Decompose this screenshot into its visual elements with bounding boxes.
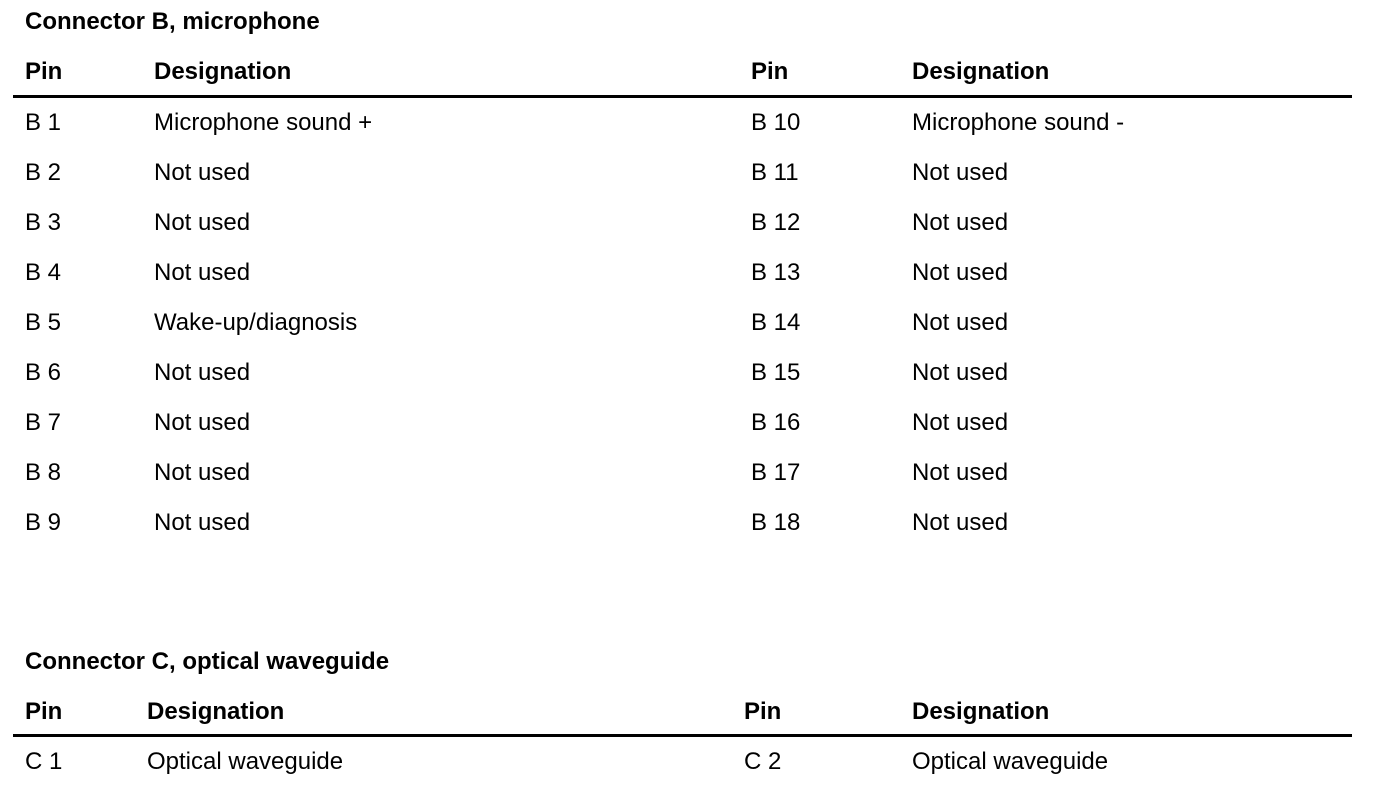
header-pin-right: Pin bbox=[744, 698, 782, 725]
designation-cell: Not used bbox=[912, 209, 1009, 236]
pin-cell: B 16 bbox=[751, 409, 801, 436]
header-designation-right: Designation bbox=[912, 58, 1050, 85]
pin-cell: B 6 bbox=[25, 359, 62, 386]
pin-cell: B 8 bbox=[25, 459, 62, 486]
pin-cell: C 2 bbox=[744, 748, 782, 775]
pin-cell: B 13 bbox=[751, 259, 801, 286]
pin-cell: C 1 bbox=[25, 748, 63, 775]
pin-cell: B 2 bbox=[25, 159, 62, 186]
header-pin-right: Pin bbox=[751, 58, 789, 85]
pin-cell: B 3 bbox=[25, 209, 62, 236]
pin-cell: B 11 bbox=[751, 159, 799, 186]
designation-cell: Not used bbox=[912, 309, 1009, 336]
designation-cell: Not used bbox=[154, 359, 251, 386]
header-pin-left: Pin bbox=[25, 58, 63, 85]
designation-cell: Optical waveguide bbox=[147, 748, 344, 775]
designation-cell: Not used bbox=[154, 259, 251, 286]
designation-cell: Not used bbox=[912, 409, 1009, 436]
designation-cell: Not used bbox=[912, 359, 1009, 386]
pin-cell: B 9 bbox=[25, 509, 62, 536]
pin-cell: B 4 bbox=[25, 259, 62, 286]
pin-cell: B 14 bbox=[751, 309, 801, 336]
designation-cell: Microphone sound + bbox=[154, 109, 373, 136]
pin-cell: B 10 bbox=[751, 109, 801, 136]
header-designation-right: Designation bbox=[912, 698, 1050, 725]
designation-cell: Wake-up/diagnosis bbox=[154, 309, 358, 336]
pin-cell: B 1 bbox=[25, 109, 62, 136]
pin-cell: B 17 bbox=[751, 459, 801, 486]
header-pin-left: Pin bbox=[25, 698, 63, 725]
designation-cell: Microphone sound - bbox=[912, 109, 1125, 136]
header-rule bbox=[13, 734, 1352, 737]
designation-cell: Not used bbox=[912, 459, 1009, 486]
connector-c-title: Connector C, optical waveguide bbox=[25, 648, 390, 675]
header-designation-left: Designation bbox=[147, 698, 285, 725]
pin-cell: B 7 bbox=[25, 409, 62, 436]
header-designation-left: Designation bbox=[154, 58, 292, 85]
designation-cell: Not used bbox=[912, 159, 1009, 186]
designation-cell: Not used bbox=[912, 509, 1009, 536]
header-rule bbox=[13, 95, 1352, 98]
designation-cell: Optical waveguide bbox=[912, 748, 1109, 775]
designation-cell: Not used bbox=[912, 259, 1009, 286]
pin-cell: B 18 bbox=[751, 509, 801, 536]
pin-cell: B 15 bbox=[751, 359, 801, 386]
pin-cell: B 12 bbox=[751, 209, 801, 236]
pin-cell: B 5 bbox=[25, 309, 62, 336]
connector-b-title: Connector B, microphone bbox=[25, 8, 320, 35]
designation-cell: Not used bbox=[154, 209, 251, 236]
designation-cell: Not used bbox=[154, 409, 251, 436]
designation-cell: Not used bbox=[154, 509, 251, 536]
designation-cell: Not used bbox=[154, 159, 251, 186]
designation-cell: Not used bbox=[154, 459, 251, 486]
